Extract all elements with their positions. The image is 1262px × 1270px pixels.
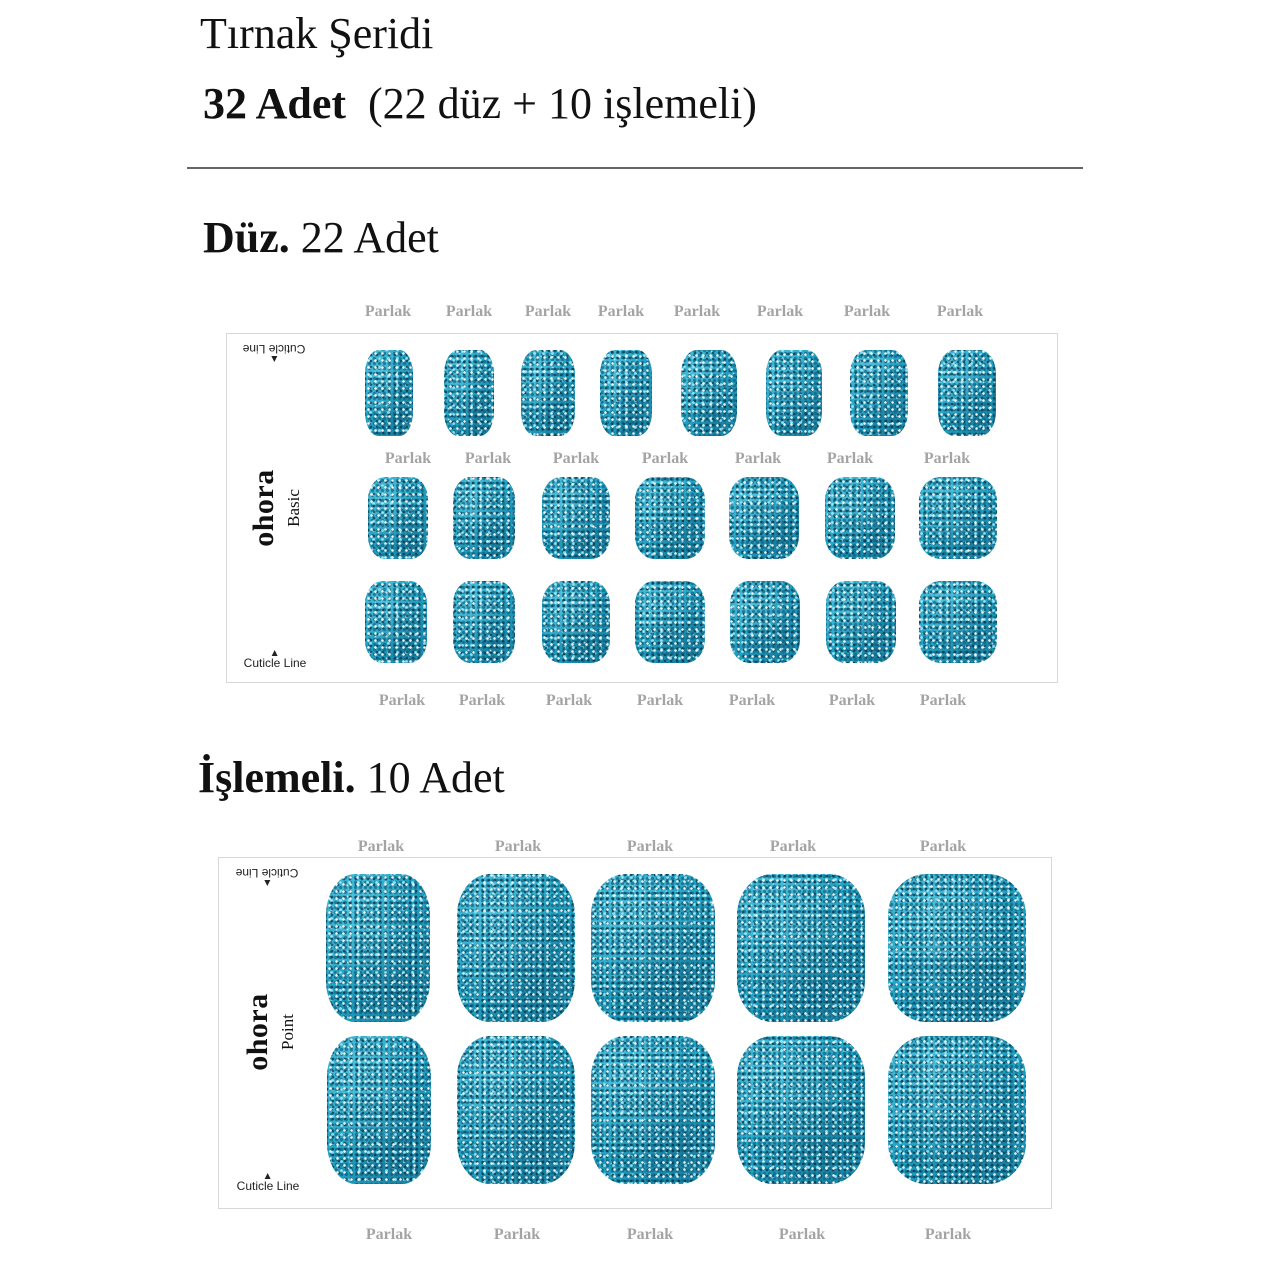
finish-label: Parlak (636, 692, 684, 709)
nail-sticker (888, 1036, 1026, 1184)
finish-label: Parlak (826, 450, 874, 467)
nail-sticker (365, 581, 427, 663)
brand-logo-basic: ohora (247, 469, 280, 547)
cuticle-line-bottom-basic (244, 650, 307, 670)
finish-label: Parlak (626, 1226, 674, 1243)
nail-sticker (766, 350, 822, 436)
brand-sub-point: Point (278, 1014, 297, 1050)
section-title-point (198, 752, 505, 804)
finish-label: Parlak (364, 303, 412, 320)
finish-label: Parlak (552, 450, 600, 467)
finish-label: Parlak (919, 692, 967, 709)
finish-label: Parlak (445, 303, 493, 320)
finish-label: Parlak (626, 838, 674, 855)
finish-label: Parlak (641, 450, 689, 467)
nail-sticker (938, 350, 996, 436)
cuticle-line-label: Cuticle Line (243, 656, 307, 670)
finish-label: Parlak (728, 692, 776, 709)
finish-label: Parlak (357, 838, 405, 855)
arrow-up-icon (264, 880, 270, 886)
nail-sticker (737, 1036, 865, 1184)
nail-sticker (365, 350, 413, 436)
nail-sticker (521, 350, 575, 436)
brand-sub-basic: Basic (284, 489, 303, 527)
page-title: Tırnak Şeridi (200, 9, 434, 58)
finish-label: Parlak (673, 303, 721, 320)
nail-sticker (919, 581, 997, 663)
piece-count-total: 32 Adet (203, 79, 346, 128)
finish-label: Parlak (923, 450, 971, 467)
nail-sticker (591, 1036, 715, 1184)
nail-sticker (542, 581, 610, 663)
finish-label: Parlak (384, 450, 432, 467)
nail-sticker (457, 1036, 575, 1184)
nail-sticker (681, 350, 737, 436)
nail-sticker (591, 874, 715, 1022)
finish-label: Parlak (924, 1226, 972, 1243)
nail-sticker (737, 874, 865, 1022)
arrow-up-icon (271, 356, 277, 362)
nail-sticker (457, 874, 575, 1022)
nail-sticker (542, 477, 610, 559)
finish-label: Parlak (524, 303, 572, 320)
finish-label: Parlak (378, 692, 426, 709)
piece-count-detail: (22 düz + 10 işlemeli) (368, 79, 757, 128)
nail-sticker (444, 350, 494, 436)
finish-label: Parlak (458, 692, 506, 709)
finish-label: Parlak (734, 450, 782, 467)
nail-sticker (368, 477, 428, 559)
finish-label: Parlak (843, 303, 891, 320)
cuticle-line-bottom-point (237, 1173, 300, 1193)
nail-sticker (730, 581, 800, 663)
nail-sticker (825, 477, 895, 559)
nail-sticker (850, 350, 908, 436)
brand-logo-point: ohora (241, 993, 274, 1071)
piece-count (203, 78, 757, 130)
finish-label: Parlak (919, 838, 967, 855)
nail-sticker (635, 477, 705, 559)
finish-label: Parlak (494, 838, 542, 855)
section-title-basic-name: Düz. (203, 213, 290, 262)
finish-label: Parlak (936, 303, 984, 320)
nail-sticker (919, 477, 997, 559)
section-title-point-count: 10 Adet (366, 753, 505, 802)
nail-sticker (453, 581, 515, 663)
cuticle-line-label: Cuticle Line (242, 342, 306, 356)
finish-label: Parlak (464, 450, 512, 467)
nail-sticker (327, 1036, 431, 1184)
section-title-basic (203, 212, 439, 264)
nail-sticker (635, 581, 705, 663)
finish-label: Parlak (597, 303, 645, 320)
nail-sticker (326, 874, 430, 1022)
finish-label: Parlak (756, 303, 804, 320)
finish-label: Parlak (493, 1226, 541, 1243)
cuticle-line-top-point (236, 866, 299, 886)
finish-label: Parlak (828, 692, 876, 709)
finish-label: Parlak (769, 838, 817, 855)
finish-label: Parlak (545, 692, 593, 709)
nail-sticker (453, 477, 515, 559)
section-title-basic-count: 22 Adet (300, 213, 439, 262)
cuticle-line-label: Cuticle Line (236, 1179, 300, 1193)
cuticle-line-top-basic (243, 342, 306, 362)
finish-label: Parlak (778, 1226, 826, 1243)
divider (187, 167, 1083, 169)
cuticle-line-label: Cuticle Line (235, 866, 299, 880)
nail-sticker (888, 874, 1026, 1022)
nail-sticker (729, 477, 799, 559)
section-title-point-name: İşlemeli. (198, 753, 356, 802)
nail-sticker (826, 581, 896, 663)
nail-sticker (600, 350, 652, 436)
finish-label: Parlak (365, 1226, 413, 1243)
